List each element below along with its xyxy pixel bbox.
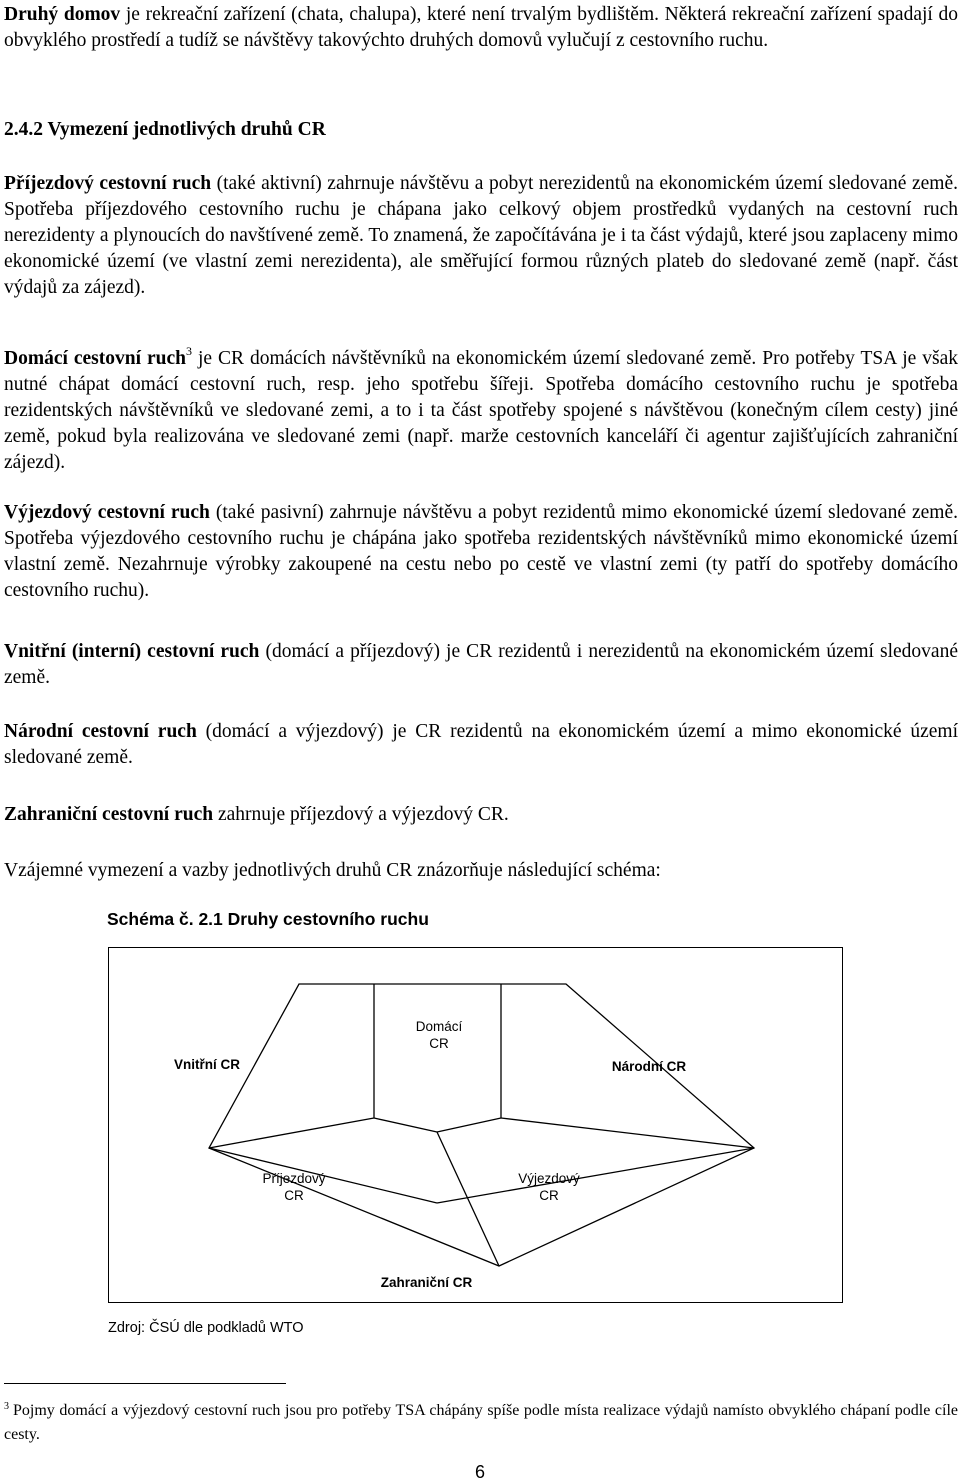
label-prijezdovy-line2: CR [284, 1188, 304, 1203]
paragraph-zahranicni [4, 802, 958, 828]
footnote-text: Pojmy domácí a výjezdový cestovní ruch jsou pro potřeby TSA chápány spíše podle místa realizace výdajů namísto obvyklého chápaní podle cíle cesty. [4, 1402, 958, 1443]
paragraph-vnitrni [4, 639, 958, 691]
term-narodni: Národní cestovní ruch [4, 721, 197, 742]
schema-lines [109, 948, 844, 1304]
label-domaci [384, 1018, 494, 1052]
label-prijezdovy [244, 1170, 344, 1204]
label-vyjezdovy [499, 1170, 599, 1204]
schema-title: Schéma č. 2.1 Druhy cestovního ruchu [107, 909, 429, 929]
page-number: 6 [474, 1462, 485, 1482]
paragraph-text: (také pasivní) zahrnuje návštěvu a pobyt rezidentů mimo ekonomické území sledované země. Spotřeba výjezdového cestovního ruchu je chápána jako spotřeba rezidentských návštěvníků mimo ekonomické území vlastní země. Nezahrnuje výrobky zakoupené na cestu nebo po cestě ve vlastní zemi (ty patří do spotřeby domácího cestovního ruchu). [4, 502, 958, 601]
footnote-reference[interactable]: 3 [185, 344, 192, 358]
prijezdovy-outer [209, 1118, 374, 1148]
paragraph-text: zahrnuje příjezdový a výjezdový CR. [213, 804, 509, 825]
center-divider [437, 1132, 499, 1266]
paragraph-text: (také aktivní) zahrnuje návštěvu a pobyt nerezidentů na ekonomickém území sledované země. Spotřeba příjezdového cestovního ruchu je chápana jako celkový objem prostředků vydaných na cestovní ruch nerezidenty a plynoucích do navštívené země. To znamená, že započítávána je i ta část výdajů, které jsou zaplaceny mimo ekonomické území (ve vlastní zemi nerezidenta), ale směřující formou různých plateb do sledované země (např. část výdajů za zájezd). [4, 173, 958, 298]
term-vnitrni: Vnitřní (interní) cestovní ruch [4, 641, 260, 662]
joint-right [437, 1118, 501, 1132]
vyjezdovy-outer [501, 1118, 754, 1148]
label-vyjezdovy-line1: Výjezdový [518, 1171, 580, 1186]
footnote [4, 1395, 958, 1447]
term-domaci: Domácí cestovní ruch [4, 348, 186, 369]
paragraph-narodni [4, 719, 958, 771]
term-vyjezdovy: Výjezdový cestovní ruch [4, 502, 210, 523]
term-zahranicni: Zahraniční cestovní ruch [4, 804, 214, 825]
footnote-mark: 3 [4, 1401, 9, 1412]
label-domaci-line2: CR [429, 1036, 449, 1051]
paragraph-druhy-domov [4, 2, 958, 54]
label-narodni: Národní CR [611, 1059, 687, 1074]
term-prijezdovy: Příjezdový cestovní ruch [4, 173, 212, 194]
paragraph-vyjezdovy [4, 500, 958, 604]
label-domaci-line1: Domácí [415, 1019, 463, 1034]
label-vnitrni: Vnitřní CR [174, 1057, 240, 1072]
label-vyjezdovy-line2: CR [539, 1188, 559, 1203]
section-heading: 2.4.2 Vymezení jednotlivých druhů CR [4, 119, 326, 140]
paragraph-domaci [4, 338, 958, 476]
schema-source: Zdroj: ČSÚ dle podkladů WTO [108, 1320, 304, 1336]
paragraph-text: (domácí a příjezdový) je CR rezidentů i nerezidentů na ekonomickém území sledované země. [4, 641, 958, 688]
paragraph-text: je rekreační zařízení (chata, chalupa), které není trvalým bydlištěm. Některá rekreační zařízení spadají do obvyklého prostředí a tudíž se návštěvy takovýchto druhých domovů vylučují z cestovního ruchu. [4, 4, 958, 51]
paragraph-text: je CR domácích návštěvníků na ekonomickém území sledované země. Pro potřeby TSA je však nutné chápat domácí cestovní ruch, resp. jeho spotřebu šířeji. Spotřeba domácího cestovního ruchu je spotřeba rezidentských návštěvníků ve sledované zemi, a to i ta část spotřeby spojené s návštěvou (konečným cílem cesty) jiné země, pokud byla realizována ve sledované zemi (např. marže cestovních kanceláří či agentur zajišťujících zahraniční zájezd). [4, 348, 958, 473]
paragraph-text: (domácí a výjezdový) je CR rezidentů na ekonomickém území a mimo ekonomické území sledované země. [4, 721, 958, 768]
label-prijezdovy-line1: Příjezdový [262, 1171, 326, 1186]
joint-left [374, 1118, 437, 1132]
paragraph-prijezdovy [4, 171, 958, 301]
schema-diagram [108, 947, 843, 1303]
paragraph-intro-schema: Vzájemné vymezení a vazby jednotlivých druhů CR znázorňuje následující schéma: [4, 860, 661, 881]
label-zahranicni: Zahraniční CR [380, 1275, 473, 1290]
footnote-divider [4, 1383, 286, 1384]
term-druhy-domov: Druhý domov [4, 4, 121, 25]
